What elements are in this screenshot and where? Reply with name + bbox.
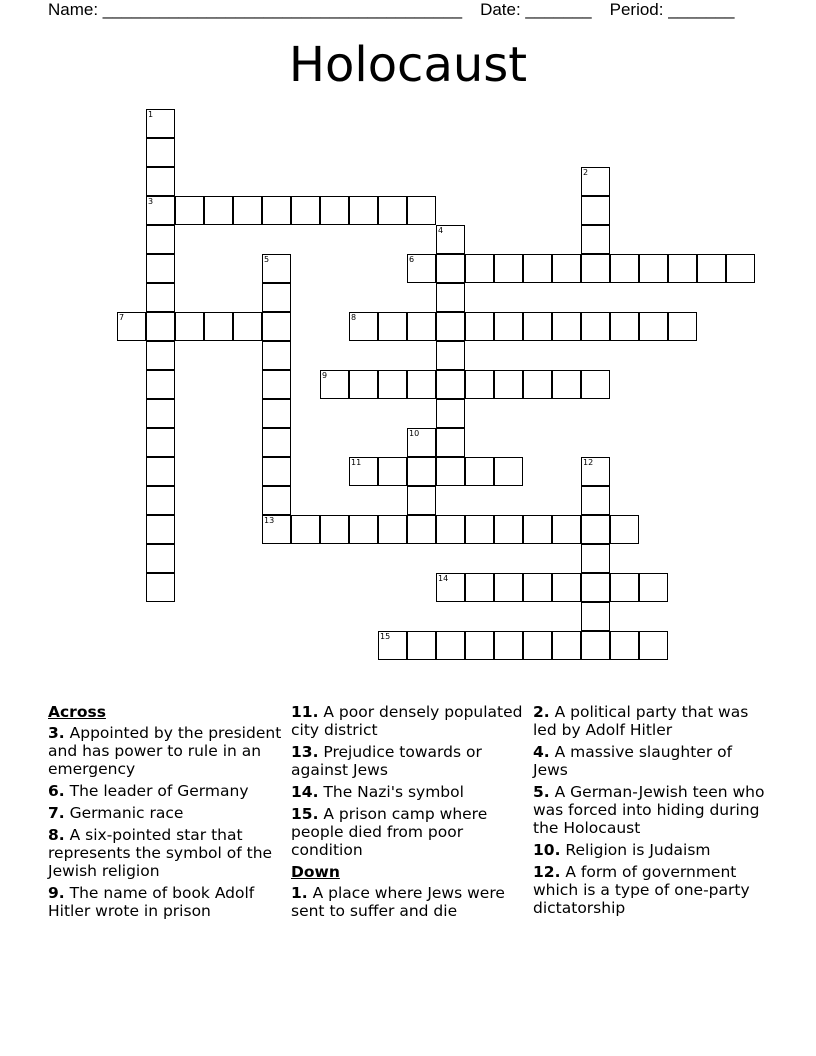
cell-number: 14 [438,574,449,583]
clue-across-15: 15. A prison camp where people died from poor condition [291,805,488,859]
grid-cell[interactable] [552,254,581,283]
puzzle-title: Holocaust [288,37,528,93]
grid-cell[interactable] [523,254,552,283]
grid-cell[interactable] [494,631,523,660]
grid-cell[interactable] [436,283,465,312]
grid-cell[interactable] [407,370,436,399]
cell-number: 6 [409,255,415,264]
clue-down-5: 5. A German-Jewish teen who was forced into hiding during the Holocaust [533,783,765,837]
grid-cell[interactable] [494,515,523,544]
grid-cell[interactable] [581,370,610,399]
grid-cell[interactable] [552,312,581,341]
clues-column-3 [533,703,769,921]
clue-down-2: 2. A political party that was led by Adolf Hitler [533,703,749,739]
grid-cell[interactable] [175,312,204,341]
grid-cell[interactable] [378,457,407,486]
grid-cell[interactable] [581,544,610,573]
clues-column-2 [291,703,527,924]
clue-across-13: 13. Prejudice towards or against Jews [291,743,482,779]
grid-cell[interactable] [610,312,639,341]
grid-cell[interactable] [436,428,465,457]
clue-across-14: 14. The Nazi's symbol [291,783,464,801]
cell-number: 2 [583,168,589,177]
grid-cell[interactable] [262,254,291,283]
grid-cell[interactable] [175,196,204,225]
grid-cell[interactable] [146,457,175,486]
grid-cell[interactable] [610,573,639,602]
grid-cell[interactable] [436,573,465,602]
grid-cell[interactable] [697,254,726,283]
grid-cell[interactable] [291,196,320,225]
grid-cell[interactable] [465,631,494,660]
down-heading: Down [291,863,340,881]
grid-cell[interactable] [523,631,552,660]
cell-number: 3 [148,197,154,206]
grid-cell[interactable] [146,254,175,283]
grid-cell[interactable] [349,370,378,399]
grid-cell[interactable] [262,341,291,370]
cell-number: 7 [119,313,125,322]
grid-cell[interactable] [494,254,523,283]
grid-cell[interactable] [436,254,465,283]
grid-cell[interactable] [407,254,436,283]
cell-number: 10 [409,429,420,438]
grid-cell[interactable] [581,573,610,602]
grid-cell[interactable] [668,254,697,283]
grid-cell[interactable] [407,457,436,486]
period-field[interactable]: Period: _______ [609,0,735,19]
clue-across-11: 11. A poor densely populated city district [291,703,523,739]
grid-cell[interactable] [436,515,465,544]
clue-down-12: 12. A form of government which is a type of one-party dictatorship [533,863,750,917]
grid-cell[interactable] [407,196,436,225]
grid-cell[interactable] [204,196,233,225]
cell-number: 5 [264,255,270,264]
grid-cell[interactable] [465,312,494,341]
grid-cell[interactable] [146,428,175,457]
grid-cell[interactable] [581,631,610,660]
grid-cell[interactable] [262,312,291,341]
cell-number: 9 [322,371,328,380]
grid-cell[interactable] [552,631,581,660]
grid-cell[interactable] [146,370,175,399]
grid-cell[interactable] [668,312,697,341]
grid-cell[interactable] [436,631,465,660]
grid-cell[interactable] [581,196,610,225]
grid-cell[interactable] [552,515,581,544]
grid-cell[interactable] [494,370,523,399]
grid-cell[interactable] [146,486,175,515]
grid-cell[interactable] [146,399,175,428]
grid-cell[interactable] [320,515,349,544]
grid-cell[interactable] [146,544,175,573]
grid-cell[interactable] [378,515,407,544]
grid-cell[interactable] [233,196,262,225]
grid-cell[interactable] [262,399,291,428]
grid-cell[interactable] [552,573,581,602]
grid-cell[interactable] [146,196,175,225]
grid-cell[interactable] [639,631,668,660]
grid-cell[interactable] [465,457,494,486]
grid-cell[interactable] [581,457,610,486]
grid-cell[interactable] [465,515,494,544]
grid-cell[interactable] [320,196,349,225]
grid-cell[interactable] [610,254,639,283]
grid-cell[interactable] [349,457,378,486]
cell-number: 13 [264,516,275,525]
grid-cell[interactable] [117,312,146,341]
grid-cell[interactable] [378,312,407,341]
grid-cell[interactable] [581,515,610,544]
cell-number: 15 [380,632,391,641]
grid-cell[interactable] [262,196,291,225]
grid-cell[interactable] [465,573,494,602]
grid-cell[interactable] [262,486,291,515]
grid-cell[interactable] [146,312,175,341]
cell-number: 12 [583,458,594,467]
grid-cell[interactable] [552,370,581,399]
grid-cell[interactable] [146,515,175,544]
grid-cell[interactable] [349,515,378,544]
grid-cell[interactable] [262,457,291,486]
grid-cell[interactable] [639,312,668,341]
cell-number: 11 [351,458,362,467]
grid-cell[interactable] [146,138,175,167]
grid-cell[interactable] [610,631,639,660]
grid-cell[interactable] [436,341,465,370]
grid-cell[interactable] [407,515,436,544]
grid-cell[interactable] [639,573,668,602]
grid-cell[interactable] [523,515,552,544]
grid-cell[interactable] [581,486,610,515]
grid-cell[interactable] [407,428,436,457]
cell-number: 4 [438,226,444,235]
grid-cell[interactable] [407,631,436,660]
grid-cell[interactable] [436,370,465,399]
grid-cell[interactable] [146,109,175,138]
grid-cell[interactable] [494,312,523,341]
grid-cell[interactable] [436,312,465,341]
grid-cell[interactable] [146,283,175,312]
grid-cell[interactable] [262,370,291,399]
grid-cell[interactable] [581,602,610,631]
grid-cell[interactable] [523,312,552,341]
grid-cell[interactable] [146,341,175,370]
grid-cell[interactable] [494,457,523,486]
grid-cell[interactable] [262,515,291,544]
grid-cell[interactable] [233,312,262,341]
grid-cell[interactable] [436,457,465,486]
across-heading: Across [48,703,106,721]
grid-cell[interactable] [291,515,320,544]
grid-cell[interactable] [494,573,523,602]
grid-cell[interactable] [262,283,291,312]
grid-cell[interactable] [581,254,610,283]
clue-across-6: 6. The leader of Germany [48,782,249,800]
clue-across-9: 9. The name of book Adolf Hitler wrote in prison [48,884,255,920]
grid-cell[interactable] [146,225,175,254]
grid-cell[interactable] [407,486,436,515]
grid-cell[interactable] [523,573,552,602]
grid-cell[interactable] [378,631,407,660]
name-field[interactable]: Name: ______________________________________ [48,0,463,19]
grid-cell[interactable] [465,370,494,399]
grid-cell[interactable] [204,312,233,341]
worksheet-header [48,0,734,19]
grid-cell[interactable] [581,312,610,341]
clue-across-3: 3. Appointed by the president and has power to rule in an emergency [48,724,282,778]
date-field[interactable]: Date: _______ [480,0,592,19]
clue-across-8: 8. A six-pointed star that represents the symbol of the Jewish religion [48,826,273,880]
cell-number: 1 [148,110,154,119]
grid-cell[interactable] [146,573,175,602]
grid-cell[interactable] [378,196,407,225]
cell-number: 8 [351,313,357,322]
grid-cell[interactable] [436,225,465,254]
grid-cell[interactable] [146,167,175,196]
grid-cell[interactable] [726,254,755,283]
grid-cell[interactable] [436,399,465,428]
grid-cell[interactable] [349,312,378,341]
grid-cell[interactable] [581,167,610,196]
grid-cell[interactable] [610,515,639,544]
grid-cell[interactable] [639,254,668,283]
grid-cell[interactable] [581,225,610,254]
clue-down-1: 1. A place where Jews were sent to suffer and die [291,884,505,920]
grid-cell[interactable] [465,254,494,283]
clue-across-7: 7. Germanic race [48,804,184,822]
grid-cell[interactable] [349,196,378,225]
grid-cell[interactable] [262,428,291,457]
clue-down-10: 10. Religion is Judaism [533,841,711,859]
grid-cell[interactable] [523,370,552,399]
clues-column-1 [48,703,284,924]
grid-cell[interactable] [320,370,349,399]
grid-cell[interactable] [378,370,407,399]
grid-cell[interactable] [407,312,436,341]
clue-down-4: 4. A massive slaughter of Jews [533,743,733,779]
